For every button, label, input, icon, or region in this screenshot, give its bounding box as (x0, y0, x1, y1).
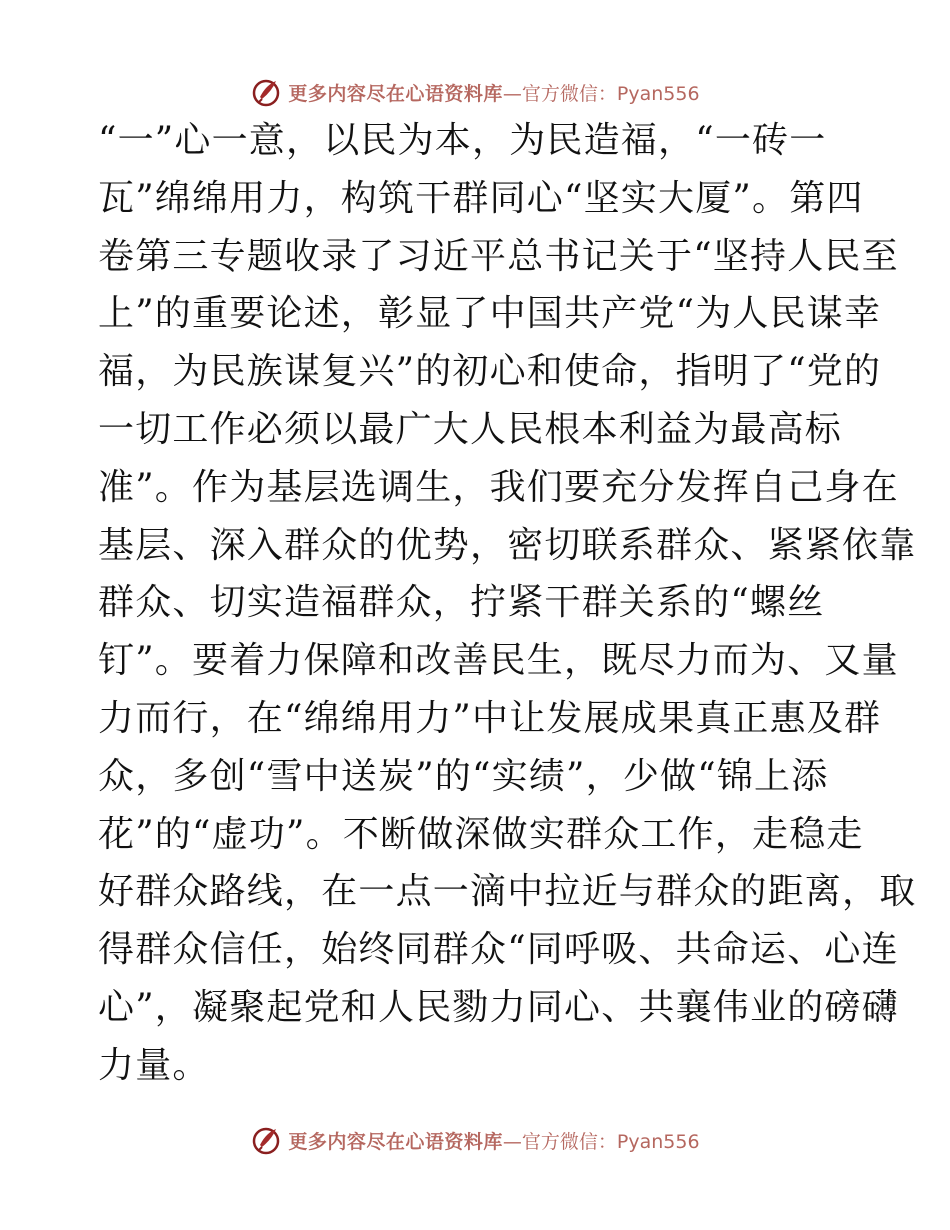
paragraph-line: 一切工作必须以最广大人民根本利益为最高标 (98, 408, 843, 450)
paragraph-line: 得群众信任，始终同群众“同呼吸、共命运、心连 (98, 929, 899, 971)
paragraph-line: 上”的重要论述，彰显了中国共产党“为人民谋幸 (98, 293, 882, 335)
paragraph-line: 好群众路线，在一点一滴中拉近与群众的距离，取 (98, 871, 917, 913)
paragraph-line: “一”心一意，以民为本，为民造福，“一砖一 (98, 120, 827, 161)
pen-logo-icon (250, 1123, 284, 1157)
footer-wechat-text: —官方微信：Pyan556 (502, 1130, 700, 1153)
paragraph-line: 力而行，在“绵绵用力”中让发展成果真正惠及群 (98, 697, 882, 739)
paragraph-line: 准”。作为基层选调生，我们要充分发挥自己身在 (98, 466, 899, 508)
paragraph-line: 花”的“虚功”。不断做深做实群众工作，走稳走 (98, 813, 864, 855)
main-paragraph (98, 112, 917, 1095)
paragraph-line: 心”，凝聚起党和人民勠力同心、共襄伟业的磅礴 (98, 986, 899, 1028)
paragraph-line: 福，为民族谋复兴”的初心和使命，指明了“党的 (98, 351, 882, 393)
header-banner (0, 72, 950, 112)
pen-logo-icon (250, 75, 284, 109)
paragraph-line: 力量。 (98, 1044, 210, 1086)
paragraph-line: 卷第三专题收录了习近平总书记关于“坚持人民至 (98, 235, 899, 277)
header-wechat-text: —官方微信：Pyan556 (502, 82, 700, 105)
footer-banner (0, 1120, 950, 1160)
header-site-text: 更多内容尽在心语资料库 (288, 82, 503, 105)
paragraph-line: 群众、切实造福群众，拧紧干群关系的“螺丝 (98, 582, 825, 624)
paragraph-line: 众，多创“雪中送炭”的“实绩”，少做“锦上添 (98, 755, 829, 797)
paragraph-line: 瓦”绵绵用力，构筑干群同心“坚实大厦”。第四 (98, 177, 864, 219)
paragraph-line: 基层、深入群众的优势，密切联系群众、紧紧依靠 (98, 524, 917, 566)
paragraph-line: 钉”。要着力保障和改善民生，既尽力而为、又量 (98, 640, 899, 682)
footer-site-text: 更多内容尽在心语资料库 (288, 1130, 503, 1153)
